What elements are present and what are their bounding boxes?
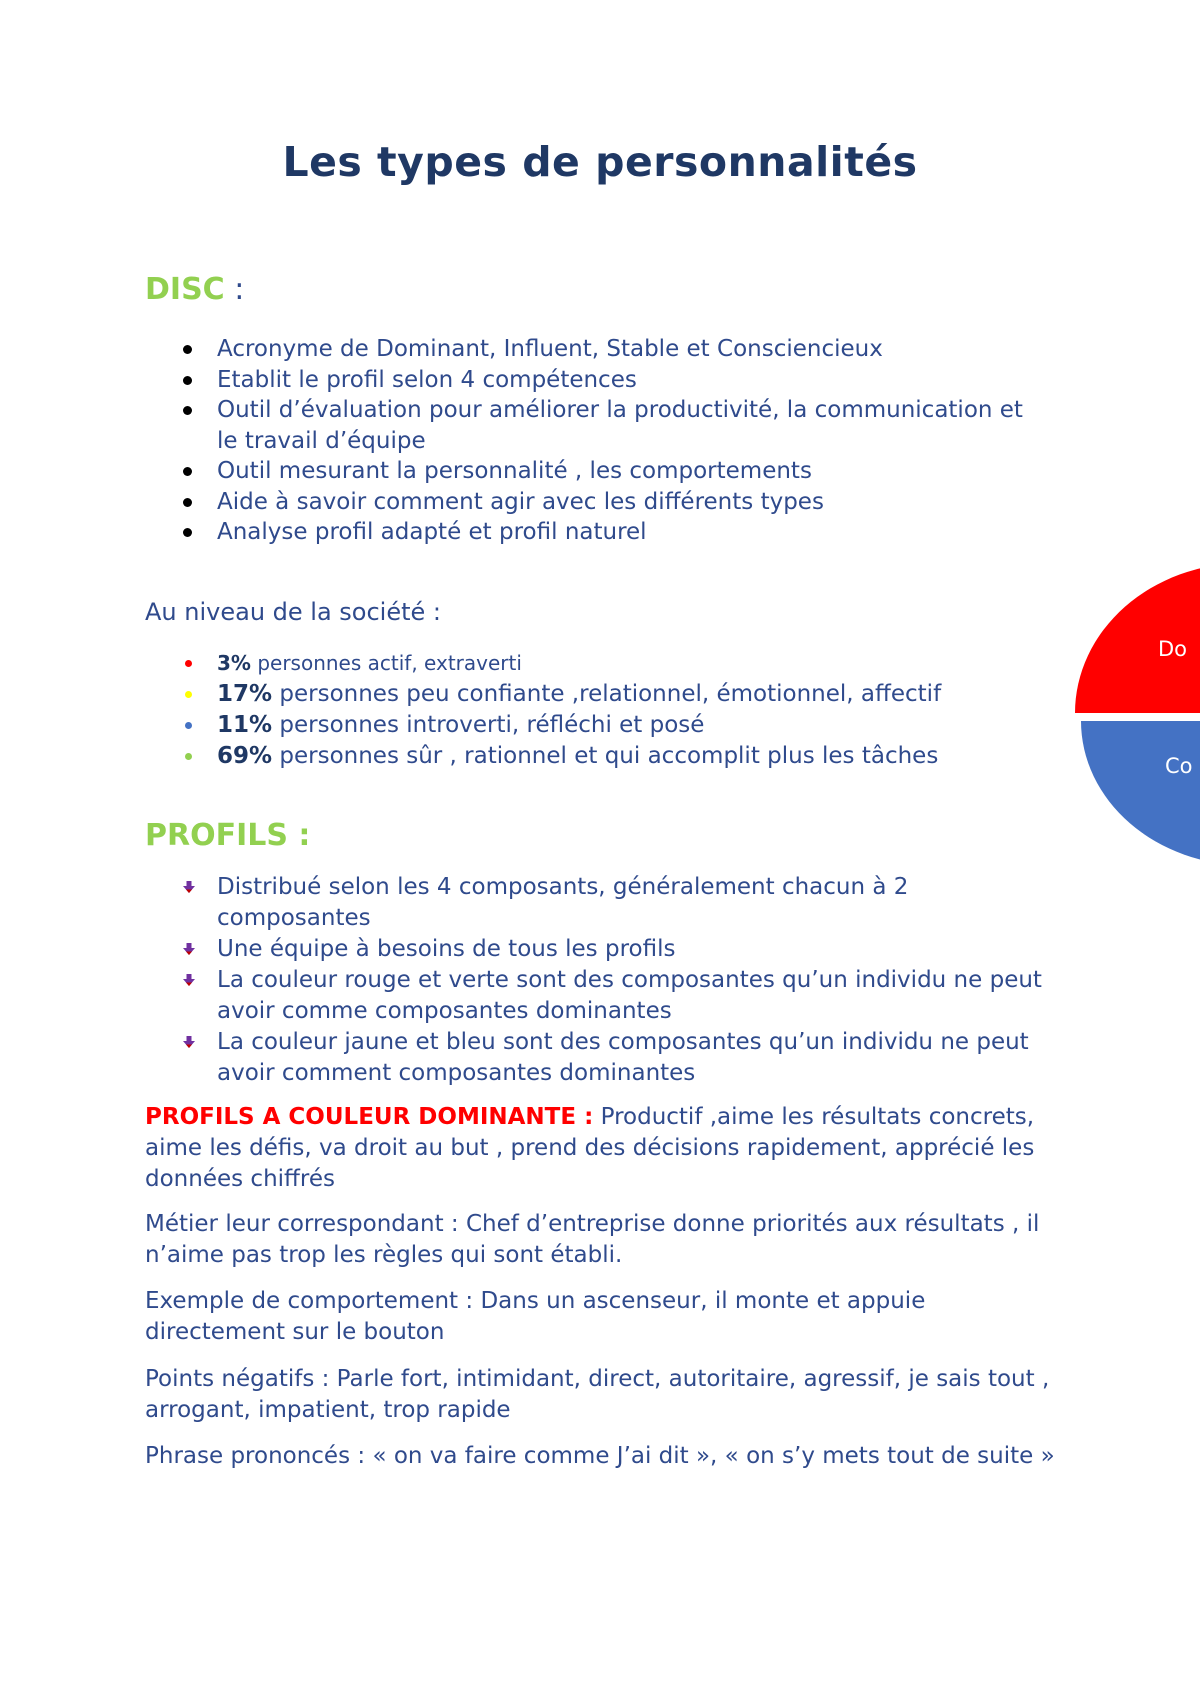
pie-slice-consciencieux bbox=[1081, 721, 1200, 866]
stat-percent: 17% bbox=[217, 681, 273, 707]
disc-pie-chart bbox=[1040, 555, 1200, 885]
disc-heading-colon: : bbox=[224, 272, 245, 307]
dominante-paragraph bbox=[145, 1102, 1065, 1195]
dominante-label: PROFILS A COULEUR DOMINANTE : bbox=[145, 1104, 594, 1130]
list-item-text: Une équipe à besoins de tous les profils bbox=[217, 936, 676, 962]
arrow-bullet-icon bbox=[181, 879, 197, 895]
list-item bbox=[145, 517, 1045, 548]
list-item bbox=[145, 710, 1045, 741]
pie-chart-svg bbox=[1040, 555, 1200, 885]
list-item bbox=[145, 1027, 1045, 1089]
bullet-dot-icon bbox=[183, 498, 192, 507]
disc-heading-label: DISC bbox=[145, 272, 225, 307]
list-item bbox=[145, 334, 1045, 365]
bullet-dot-icon bbox=[183, 406, 192, 415]
list-item-text: La couleur jaune et bleu sont des composantes qu’un individu ne peut avoir comment composantes dominantes bbox=[217, 1029, 1029, 1086]
list-item bbox=[145, 456, 1045, 487]
list-item-text: La couleur rouge et verte sont des composantes qu’un individu ne peut avoir comme composantes dominantes bbox=[217, 967, 1042, 1024]
phrase-paragraph: Phrase prononcés : « on va faire comme J’ai dit », « on s’y mets tout de suite » bbox=[145, 1443, 1055, 1469]
arrow-bullet-icon bbox=[181, 1034, 197, 1050]
list-item bbox=[145, 648, 1045, 679]
list-item-text: Acronyme de Dominant, Influent, Stable et Consciencieux bbox=[217, 336, 883, 362]
list-item bbox=[145, 965, 1045, 1027]
exemple-paragraph: Exemple de comportement : Dans un ascenseur, il monte et appuie directement sur le bouton bbox=[145, 1288, 926, 1345]
disc-list bbox=[145, 334, 1045, 548]
list-item bbox=[145, 872, 1045, 934]
stat-text: personnes introverti, réfléchi et posé bbox=[272, 712, 705, 738]
stat-percent: 69% bbox=[217, 743, 273, 769]
stat-text: personnes peu confiante ,relationnel, émotionnel, affectif bbox=[272, 681, 942, 707]
pie-label-dominant: Do bbox=[1158, 637, 1188, 661]
list-item-text: Aide à savoir comment agir avec les différents types bbox=[217, 488, 824, 515]
list-item bbox=[145, 395, 1045, 456]
blue-dot-icon bbox=[185, 722, 192, 729]
arrow-bullet-icon bbox=[181, 941, 197, 957]
stat-text: personnes sûr , rationnel et qui accomplit plus les tâches bbox=[272, 743, 939, 769]
profils-heading-colon: : bbox=[287, 818, 311, 853]
list-item bbox=[145, 487, 1045, 518]
list-item bbox=[145, 934, 1045, 965]
list-item-text: Outil mesurant la personnalité , les comportements bbox=[217, 458, 812, 484]
bullet-dot-icon bbox=[183, 376, 192, 385]
green-dot-icon bbox=[185, 753, 192, 760]
list-item bbox=[145, 679, 1045, 710]
list-item-text: Distribué selon les 4 composants, généralement chacun à 2 composantes bbox=[217, 874, 909, 931]
bullet-dot-icon bbox=[183, 528, 192, 537]
pie-label-consciencieux: Co bbox=[1165, 754, 1193, 778]
stat-percent: 3% bbox=[217, 651, 251, 675]
list-item-text: Analyse profil adapté et profil naturel bbox=[217, 519, 647, 545]
societe-list bbox=[145, 648, 1045, 772]
disc-heading bbox=[145, 272, 244, 307]
dominante-text: Productif ,aime les résultats concrets, aime les défis, va droit au but , prend des décisions rapidement, apprécié les données chiffrés bbox=[145, 1104, 1035, 1192]
societe-heading: Au niveau de la société : bbox=[145, 598, 441, 626]
profils-heading-label: PROFILS bbox=[145, 818, 288, 853]
bullet-dot-icon bbox=[183, 467, 192, 476]
list-item bbox=[145, 365, 1045, 396]
profils-list bbox=[145, 872, 1045, 1089]
yellow-dot-icon bbox=[185, 691, 192, 698]
list-item-text: Etablit le profil selon 4 compétences bbox=[217, 366, 637, 393]
arrow-bullet-icon bbox=[181, 972, 197, 988]
metier-paragraph: Métier leur correspondant : Chef d’entreprise donne priorités aux résultats , il n’aime pas trop les règles qui sont établi. bbox=[145, 1211, 1040, 1268]
stat-text: personnes actif, extraverti bbox=[250, 651, 522, 675]
bullet-dot-icon bbox=[183, 345, 192, 354]
page-title: Les types de personnalités bbox=[282, 138, 918, 186]
list-item bbox=[145, 741, 1045, 772]
negatifs-paragraph: Points négatifs : Parle fort, intimidant, direct, autoritaire, agressif, je sais tout , arrogant, impatient, trop rapide bbox=[145, 1366, 1050, 1423]
profils-heading bbox=[145, 818, 310, 853]
list-item-text: Outil d’évaluation pour améliorer la productivité, la communication et le travail d’équipe bbox=[217, 397, 1023, 454]
red-dot-icon bbox=[185, 660, 192, 667]
stat-percent: 11% bbox=[217, 712, 273, 738]
